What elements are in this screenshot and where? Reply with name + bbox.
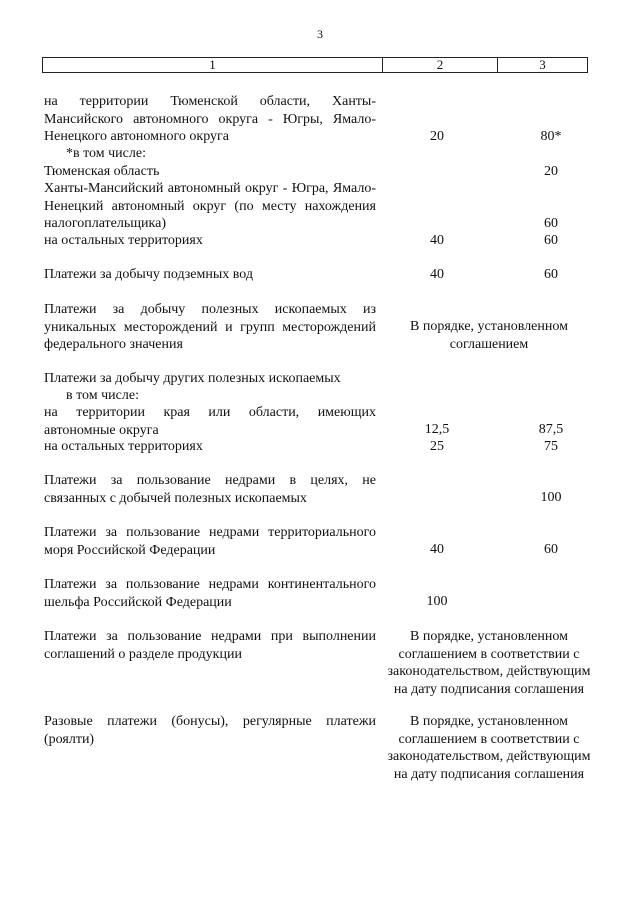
row-khmao-yanao-col3: 60: [544, 216, 558, 231]
row-krai-oblast-col3: 87,5: [538, 422, 564, 437]
row-text-tyumen-oblast: Тюменская область: [44, 164, 160, 179]
row-tyumen-oblast-col3: 20: [544, 164, 558, 179]
row-text-continental-shelf: Платежи за пользование недрами континентального шельфа Российской Федерации: [44, 577, 376, 610]
row-text-psa: Платежи за пользование недрами при выполнении соглашений о разделе продукции: [44, 629, 376, 662]
row-text-krai-oblast: на территории края или области, имеющих автономные округа: [44, 405, 376, 438]
row-psa-span: В порядке, установленном соглашением в соответствии с законодательством, действующим на дату подписания соглашения: [387, 629, 591, 697]
row-other-territories-1-col2: 40: [430, 233, 444, 248]
page-number: 3: [317, 27, 323, 41]
row-text-groundwater: Платежи за добычу подземных вод: [44, 267, 254, 282]
row-text-including-2: в том числе:: [66, 388, 139, 403]
header-col-2: 2: [383, 58, 498, 72]
row-text-other-minerals: Платежи за добычу других полезных ископаемых: [44, 371, 341, 386]
header-col-3: 3: [539, 57, 546, 72]
table-header: [42, 57, 588, 73]
row-tyumen-region-col3: 80*: [540, 129, 562, 144]
row-text-non-extraction: Платежи за пользование недрами в целях, не связанных с добычей полезных ископаемых: [44, 473, 376, 506]
row-text-other-territories-2: на остальных территориях: [44, 439, 203, 454]
row-text-territorial-sea: Платежи за пользование недрами территориального моря Российской Федерации: [44, 525, 376, 558]
row-territorial-sea-col2: 40: [430, 542, 444, 557]
row-bonuses-royalties-span: В порядке, установленном соглашением в соответствии с законодательством, действующим на дату подписания соглашения: [387, 714, 591, 782]
row-groundwater-col3: 60: [544, 267, 558, 282]
row-text-unique-deposits: Платежи за добычу полезных ископаемых из уникальных месторождений и групп месторождений федерального значения: [44, 302, 376, 352]
row-text-tyumen-region: на территории Тюменской области, Ханты-Мансийского автономного округа - Югры, Ямало-Ненецкого автономного округа: [44, 94, 376, 144]
row-text-including: *в том числе:: [66, 146, 146, 161]
row-krai-oblast-col2: 12,5: [424, 422, 450, 437]
row-other-territories-2-col2: 25: [430, 439, 444, 454]
row-groundwater-col2: 40: [430, 267, 444, 282]
row-other-territories-2-col3: 75: [544, 439, 558, 454]
row-territorial-sea-col3: 60: [544, 542, 558, 557]
row-text-khmao-yanao: Ханты-Мансийский автономный округ - Югра, Ямало-Ненецкий автономный округ (по месту нахождения налогоплательщика): [44, 181, 376, 231]
header-col-1: 1: [43, 58, 383, 72]
row-text-bonuses-royalties: Разовые платежи (бонусы), регулярные платежи (роялти): [44, 714, 376, 747]
row-other-territories-1-col3: 60: [544, 233, 558, 248]
row-non-extraction-col3: 100: [540, 490, 562, 505]
row-continental-shelf-col2: 100: [426, 594, 448, 609]
row-unique-deposits-span: В порядке, установленном соглашением: [410, 319, 568, 352]
row-text-other-territories-1: на остальных территориях: [44, 233, 203, 248]
row-tyumen-region-col2: 20: [430, 129, 444, 144]
